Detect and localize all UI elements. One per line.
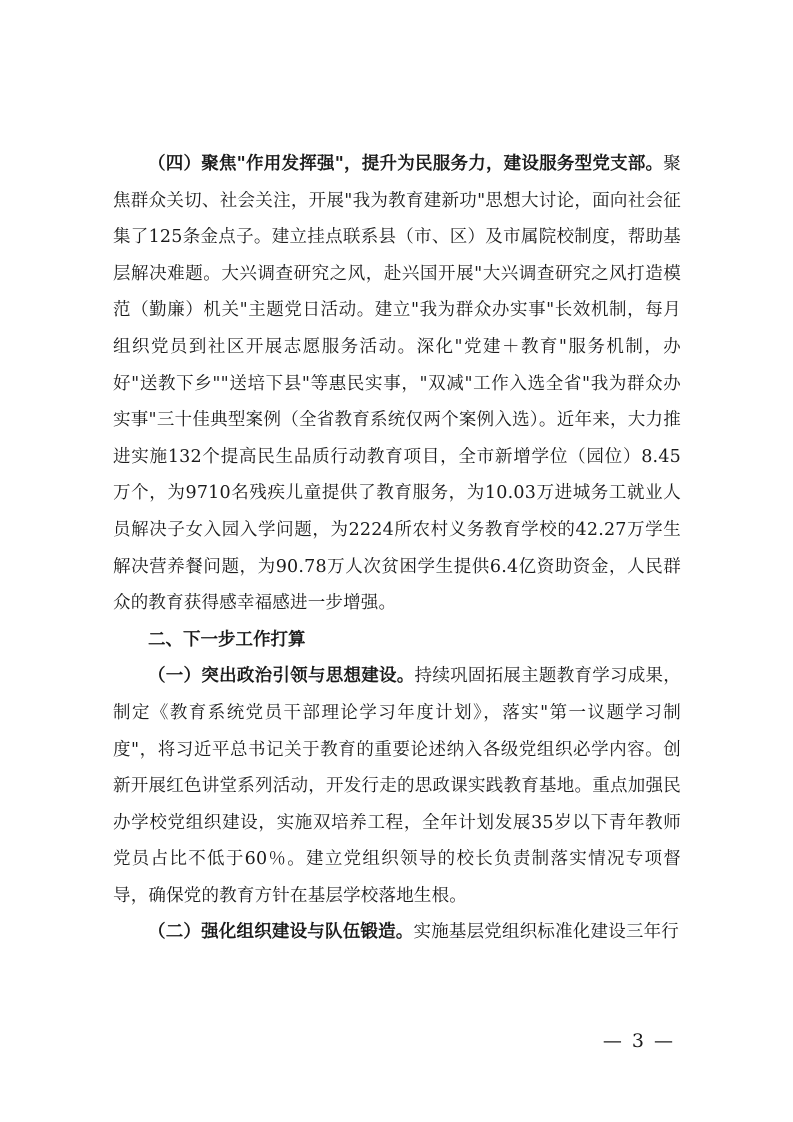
paragraph-body: 实施基层党组织标准化建设三年行 bbox=[413, 922, 679, 943]
paragraph-service-oriented-branch bbox=[113, 146, 681, 622]
paragraph-body: 聚焦群众关切、社会关注，开展"我为教育建新功"思想大讨论，面向社会征集了125条金点子。建立挂点联系县（市、区）及市属院校制度，帮助基层解决难题。大兴调查研究之风，赴兴国开展"大兴调查研究之风打造模范（勤廉）机关"主题党日活动。建立"我为群众办实事"长效机制，每月组织党员到社区开展志愿服务活动。深化"党建＋教育"服务机制，办好"送教下乡""送培下县"等惠民实事，"双减"工作入选全省"我为群众办实事"三十佳典型案例（全省教育系统仅两个案例入选）。近年来，大力推进实施132个提高民生品质行动教育项目，全市新增学位（园位）8.45万个，为9710名残疾儿童提供了教育服务，为10.03万进城务工就业人员解决子女入园入学问题，为2224所农村义务教育学校的42.27万学生解决营养餐问题，为90.78万人次贫困学生提供6.4亿资助资金，人民群众的教育获得感幸福感进一步增强。 bbox=[113, 154, 681, 614]
page-number: — 3 — bbox=[602, 1030, 675, 1052]
paragraph-lead: （二）强化组织建设与队伍锻造。 bbox=[148, 922, 414, 943]
section-heading: 二、下一步工作打算 bbox=[148, 629, 306, 650]
paragraph-organization-building bbox=[113, 914, 681, 951]
paragraph-lead: （一）突出政治引领与思想建设。 bbox=[148, 666, 415, 687]
paragraph-political-guidance bbox=[113, 658, 681, 914]
paragraph-lead: （四）聚焦"作用发挥强"，提升为民服务力，建设服务型党支部。 bbox=[148, 154, 664, 174]
paragraph-body: 持续巩固拓展主题教育学习成果，制定《教育系统党员干部理论学习年度计划》，落实"第一议题学习制度"，将习近平总书记关于教育的重要论述纳入各级党组织必学内容。创新开展红色讲堂系列活动，开发行走的思政课实践教育基地。重点加强民办学校党组织建设，实施双培养工程，全年计划发展35岁以下青年教师党员占比不低于60％。建立党组织领导的校长负责制落实情况专项督导，确保党的教育方针在基层学校落地生根。 bbox=[113, 666, 682, 906]
document-body bbox=[113, 146, 681, 951]
